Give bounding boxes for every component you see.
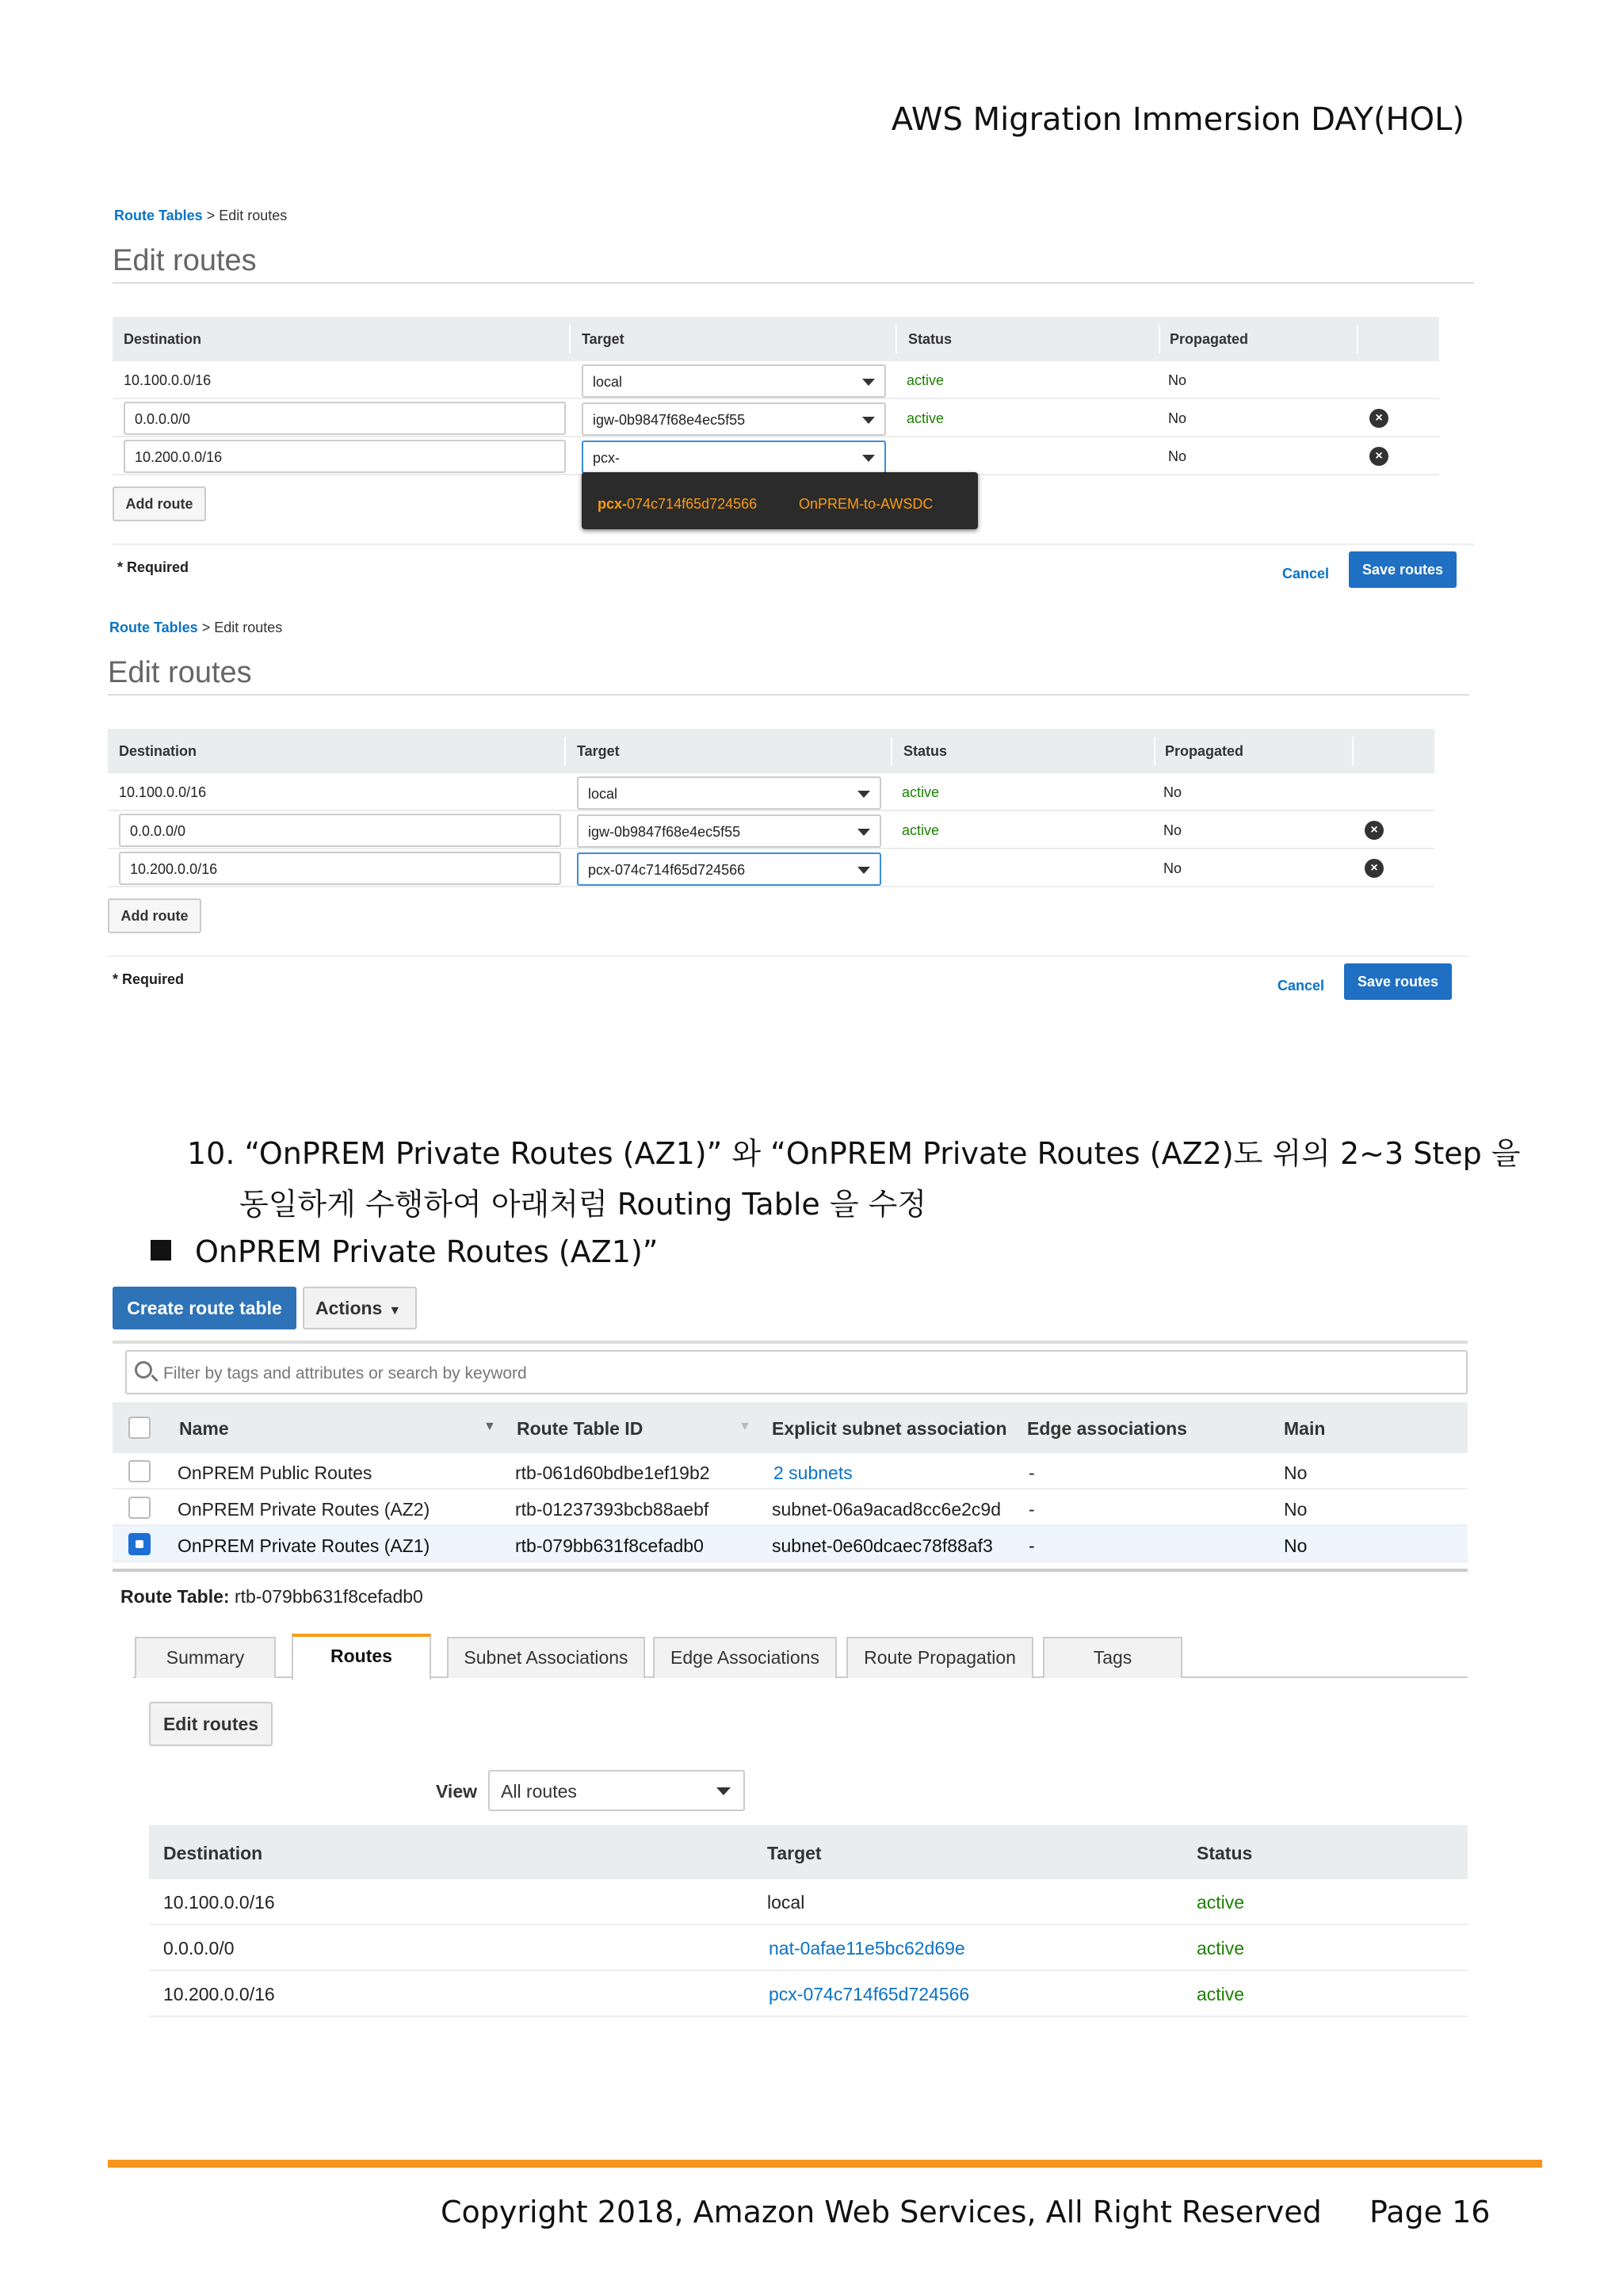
column-header-target: Target	[582, 331, 624, 347]
column-header-destination: Destination	[124, 331, 202, 347]
edge-association: -	[1029, 1463, 1035, 1483]
breadcrumb-route-tables-link[interactable]: Route Tables	[114, 208, 203, 223]
route-status: active	[907, 410, 945, 426]
breadcrumb	[109, 620, 282, 636]
create-route-table-button[interactable]: Create route table	[113, 1287, 296, 1329]
caret-down-icon	[857, 791, 870, 798]
actions-button[interactable]	[303, 1287, 417, 1329]
row-checkbox[interactable]	[128, 1497, 151, 1519]
caret-down-icon	[862, 455, 875, 462]
route-table-name: OnPREM Private Routes (AZ1)	[178, 1535, 430, 1556]
route-row	[113, 361, 1439, 399]
route-table-id: rtb-079bb631f8cefadb0	[515, 1535, 704, 1556]
target-select-value: pcx-	[593, 450, 621, 466]
breadcrumb-route-tables-link[interactable]: Route Tables	[109, 620, 198, 635]
chevron-down-icon: ▼	[388, 1304, 402, 1318]
sort-caret-icon[interactable]: ▼	[739, 1420, 751, 1433]
target-select[interactable]	[582, 364, 886, 398]
edge-association: -	[1029, 1499, 1035, 1520]
routes-table-header	[113, 317, 1439, 361]
column-header-explicit-subnet-association[interactable]: Explicit subnet association	[772, 1418, 1007, 1439]
step-10-line-1: 10. “OnPREM Private Routes (AZ1)” 와 “OnPREM Private Routes (AZ2)도 위의 2~3 Step 을	[187, 1136, 1521, 1171]
target-select-value: local	[588, 786, 618, 802]
divider	[113, 543, 1474, 545]
remove-route-icon[interactable]: ×	[1369, 447, 1388, 466]
tab-edge-associations[interactable]: Edge Associations	[653, 1637, 837, 1678]
route-target-link[interactable]: nat-0afae11e5bc62d69e	[769, 1938, 965, 1958]
remove-route-icon[interactable]: ×	[1365, 859, 1384, 878]
route-row	[113, 437, 1439, 475]
remove-route-icon[interactable]: ×	[1369, 409, 1388, 428]
caret-down-icon	[857, 829, 870, 836]
edit-routes-button[interactable]: Edit routes	[149, 1702, 273, 1746]
route-row	[108, 773, 1434, 811]
divider	[108, 955, 1469, 957]
target-select-value: local	[593, 374, 623, 390]
target-select[interactable]	[582, 441, 886, 474]
page-title: Edit routes	[108, 656, 252, 689]
column-header-propagated: Propagated	[1170, 331, 1249, 347]
tab-summary[interactable]: Summary	[135, 1637, 276, 1678]
save-routes-button[interactable]: Save routes	[1344, 963, 1452, 1000]
destination-input[interactable]: 0.0.0.0/0	[119, 814, 561, 847]
pane-splitter[interactable]	[113, 1569, 1468, 1572]
column-header-destination: Destination	[163, 1843, 263, 1863]
main-flag: No	[1284, 1463, 1308, 1483]
route-table-id: rtb-061d60bdbe1ef19b2	[515, 1463, 710, 1483]
dropdown-option-id-rest: 074c714f65d724566	[627, 496, 758, 512]
edit-routes-screenshot-1	[111, 208, 1474, 612]
tab-routes[interactable]: Routes	[292, 1634, 431, 1680]
bullet-text: OnPREM Private Routes (AZ1)”	[195, 1234, 659, 1269]
column-header-destination: Destination	[119, 743, 197, 759]
view-select[interactable]	[488, 1770, 745, 1811]
route-table-row[interactable]	[113, 1453, 1468, 1489]
save-routes-button[interactable]: Save routes	[1349, 551, 1457, 588]
route-table-id: rtb-01237393bcb88aebf	[515, 1499, 709, 1520]
subnet-association-link[interactable]: 2 subnets	[773, 1463, 853, 1483]
destination-input[interactable]: 10.200.0.0/16	[124, 440, 566, 473]
column-header-main[interactable]: Main	[1284, 1418, 1326, 1439]
routes-table-header	[108, 729, 1434, 773]
destination-input[interactable]: 0.0.0.0/0	[124, 402, 566, 435]
bullet-item	[151, 1234, 658, 1269]
edit-routes-screenshot-2	[106, 620, 1469, 1024]
remove-route-icon[interactable]: ×	[1365, 821, 1384, 840]
column-header-status: Status	[1197, 1843, 1253, 1863]
route-tables-console-screenshot	[111, 1287, 1468, 2023]
route-target-link[interactable]: pcx-074c714f65d724566	[769, 1984, 970, 2004]
main-flag: No	[1284, 1499, 1308, 1520]
route-destination: 0.0.0.0/0	[163, 1938, 235, 1958]
tab-tags[interactable]: Tags	[1043, 1637, 1182, 1678]
actions-button-label: Actions	[315, 1298, 383, 1318]
route-destination: 10.200.0.0/16	[163, 1984, 275, 2004]
destination-input[interactable]: 10.200.0.0/16	[119, 852, 561, 885]
column-header-name[interactable]: Name	[179, 1418, 229, 1439]
column-header-propagated: Propagated	[1165, 743, 1244, 759]
breadcrumb	[114, 208, 287, 224]
add-route-button[interactable]: Add route	[108, 898, 201, 933]
view-label: View	[436, 1781, 477, 1802]
required-note: * Required	[117, 559, 189, 575]
tab-subnet-associations[interactable]: Subnet Associations	[447, 1637, 645, 1678]
caret-down-icon	[862, 379, 875, 386]
edge-association: -	[1029, 1535, 1035, 1556]
target-select[interactable]	[577, 814, 881, 848]
column-header-status: Status	[908, 331, 953, 347]
caret-down-icon	[862, 417, 875, 424]
divider	[108, 694, 1469, 696]
column-divider	[1154, 737, 1155, 765]
route-status: active	[1197, 1892, 1245, 1913]
target-select[interactable]	[577, 852, 881, 886]
row-checkbox-checked[interactable]	[128, 1533, 151, 1555]
target-select-value: igw-0b9847f68e4ec5f55	[593, 412, 746, 428]
column-header-route-table-id[interactable]: Route Table ID	[517, 1418, 643, 1439]
row-checkbox[interactable]	[128, 1460, 151, 1482]
route-row	[108, 811, 1434, 849]
page-number: Page 16	[1369, 2195, 1491, 2229]
route-status: active	[902, 784, 940, 800]
footer-rule	[108, 2160, 1542, 2168]
breadcrumb-current: > Edit routes	[202, 208, 288, 223]
route-propagated: No	[1168, 410, 1187, 426]
route-row	[149, 1971, 1468, 2017]
route-destination: 10.100.0.0/16	[163, 1892, 275, 1913]
route-table-name: OnPREM Private Routes (AZ2)	[178, 1499, 430, 1520]
caret-down-icon	[857, 867, 870, 874]
route-destination: 10.100.0.0/16	[124, 372, 212, 388]
route-table-name: OnPREM Public Routes	[178, 1463, 372, 1483]
sort-caret-icon[interactable]: ▼	[483, 1420, 496, 1433]
step-10-paragraph	[187, 1128, 1521, 1230]
column-header-status: Status	[903, 743, 948, 759]
route-status: active	[1197, 1984, 1245, 2004]
cancel-button[interactable]: Cancel	[1282, 566, 1330, 582]
cancel-button[interactable]: Cancel	[1277, 978, 1325, 994]
route-status: active	[902, 822, 940, 838]
column-divider	[569, 325, 571, 353]
page-title: Edit routes	[113, 244, 257, 277]
target-select-value: igw-0b9847f68e4ec5f55	[588, 824, 741, 840]
route-destination: 10.100.0.0/16	[119, 784, 207, 800]
tab-route-propagation[interactable]: Route Propagation	[846, 1637, 1033, 1678]
route-propagated: No	[1168, 372, 1187, 388]
main-flag: No	[1284, 1535, 1308, 1556]
route-row	[108, 849, 1434, 887]
route-row	[149, 1925, 1468, 1971]
route-propagated: No	[1163, 860, 1182, 876]
column-divider	[1159, 325, 1160, 353]
routes-table-header	[149, 1825, 1468, 1879]
route-status: active	[907, 372, 945, 388]
column-divider	[891, 737, 892, 765]
required-note: * Required	[113, 971, 185, 987]
breadcrumb-current: > Edit routes	[197, 620, 283, 635]
search-icon	[135, 1361, 152, 1379]
column-header-target: Target	[577, 743, 620, 759]
route-propagated: No	[1168, 448, 1187, 464]
step-10-line-2: 동일하게 수행하여 아래처럼 Routing Table 을 수정	[239, 1187, 927, 1222]
column-divider	[1357, 325, 1358, 353]
route-row	[113, 399, 1439, 437]
target-dropdown-menu	[582, 472, 978, 529]
filter-placeholder: Filter by tags and attributes or search by keyword	[163, 1364, 527, 1383]
route-tables-header	[113, 1402, 1468, 1453]
route-table-row[interactable]	[113, 1489, 1468, 1526]
column-divider	[1352, 737, 1354, 765]
target-select[interactable]	[577, 776, 881, 810]
subnet-association: subnet-06a9acad8cc6e2c9d	[772, 1499, 1002, 1520]
route-propagated: No	[1163, 822, 1182, 838]
caret-down-icon	[716, 1787, 731, 1795]
dropdown-option-id-match: pcx-	[598, 496, 628, 512]
detail-tabs	[133, 1634, 1468, 1678]
route-table-detail-id: rtb-079bb631f8cefadb0	[234, 1586, 423, 1607]
divider	[113, 1341, 1468, 1344]
subnet-association: subnet-0e60dcaec78f88af3	[772, 1535, 993, 1556]
divider	[113, 282, 1474, 284]
document-header-title: AWS Migration Immersion DAY(HOL)	[891, 101, 1465, 138]
dropdown-option-id[interactable]	[598, 496, 757, 513]
target-select-value: pcx-074c714f65d724566	[588, 862, 746, 878]
footer-copyright: Copyright 2018, Amazon Web Services, All Right Reserved	[441, 2195, 1322, 2229]
route-propagated: No	[1163, 784, 1182, 800]
view-select-value: All routes	[501, 1781, 577, 1802]
route-row	[149, 1879, 1468, 1925]
column-divider	[896, 325, 897, 353]
route-table-detail-label	[120, 1586, 423, 1608]
target-select[interactable]	[582, 402, 886, 436]
select-all-checkbox[interactable]	[128, 1417, 151, 1439]
column-divider	[564, 737, 566, 765]
add-route-button[interactable]: Add route	[113, 486, 206, 521]
dropdown-option-name[interactable]: OnPREM-to-AWSDC	[799, 496, 934, 512]
route-table-row-selected[interactable]	[113, 1526, 1468, 1562]
square-bullet-icon	[151, 1240, 171, 1261]
column-header-edge-associations[interactable]: Edge associations	[1027, 1418, 1187, 1439]
filter-search-input[interactable]	[125, 1350, 1468, 1394]
route-table-label: Route Table:	[120, 1586, 230, 1607]
column-header-target: Target	[767, 1843, 822, 1863]
route-status: active	[1197, 1938, 1245, 1958]
route-target: local	[767, 1892, 805, 1913]
